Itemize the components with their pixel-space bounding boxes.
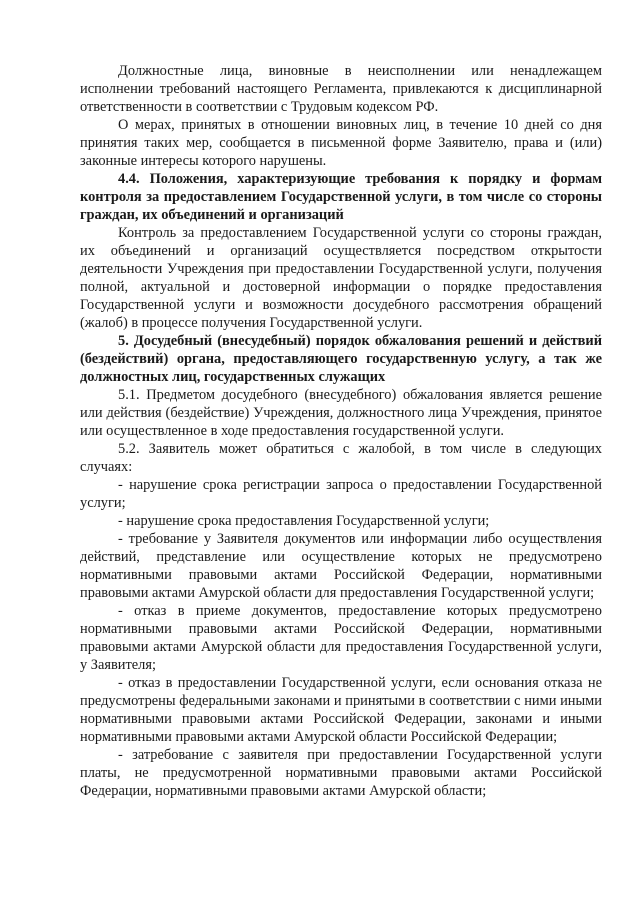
paragraph-disciplinary-liability: Должностные лица, виновные в неисполнении или ненадлежащем исполнении требований настоящего Регламента, привлекаются к дисциплинарной ответственности в соответствии с Трудовым кодексом РФ. bbox=[80, 63, 602, 115]
list-item-registration-violation: - нарушение срока регистрации запроса о предоставлении Государственной услуги; bbox=[80, 477, 602, 511]
paragraph-public-control: Контроль за предоставлением Государственной услуги со стороны граждан, их объединений и организаций осуществляется посредством открытости деятельности Учреждения при предоставлении Государственной услуги, получения полной, актуальной и достоверной информации о порядке предоставления Государственной услуги и возможности досудебного рассмотрения обращений (жалоб) в процессе получения Государственной услуги. bbox=[80, 225, 602, 331]
paragraph-measures-notification: О мерах, принятых в отношении виновных лиц, в течение 10 дней со дня принятия таких мер, сообщается в письменной форме Заявителю, права и (или) законные интересы которого нарушены. bbox=[80, 117, 602, 169]
heading-section-5: 5. Досудебный (внесудебный) порядок обжалования решений и действий (бездействий) органа, предоставляющего государственную услугу, а так же должностных лиц, государственных служащих bbox=[80, 333, 602, 385]
paragraph-5-1: 5.1. Предметом досудебного (внесудебного) обжалования является решение или действия (бездействие) Учреждения, должностного лица Учреждения, принятое или осуществленное в ходе предоставления государственной услуги. bbox=[80, 387, 602, 439]
heading-section-4-4: 4.4. Положения, характеризующие требования к порядку и формам контроля за предоставлением Государственной услуги, в том числе со стороны граждан, их объединений и организаций bbox=[80, 171, 602, 223]
list-item-extra-documents: - требование у Заявителя документов или информации либо осуществления действий, представление или осуществление которых не предусмотрено нормативными правовыми актами Российской Федерации, нормативными правовыми актами Амурской области для предоставления Государственной услуги; bbox=[80, 531, 602, 601]
list-item-refusal-acceptance: - отказ в приеме документов, предоставление которых предусмотрено нормативными правовыми актами Российской Федерации, нормативными правовыми актами Амурской области для предоставления Государственной услуги, у Заявителя; bbox=[80, 603, 602, 673]
paragraph-5-2: 5.2. Заявитель может обратиться с жалобой, в том числе в следующих случаях: bbox=[80, 441, 602, 475]
list-item-fee-demand: - затребование с заявителя при предоставлении Государственной услуги платы, не предусмотренной нормативными правовыми актами Российской Федерации, нормативными правовыми актами Амурской области; bbox=[80, 747, 602, 799]
list-item-term-violation: - нарушение срока предоставления Государственной услуги; bbox=[118, 513, 490, 529]
list-item-refusal-service: - отказ в предоставлении Государственной услуги, если основания отказа не предусмотрены федеральными законами и принятыми в соответствии с ними иными нормативными правовыми актами Российской Федерации, законами и иными нормативными правовыми актами Амурской области Российской Федерации; bbox=[80, 675, 602, 745]
